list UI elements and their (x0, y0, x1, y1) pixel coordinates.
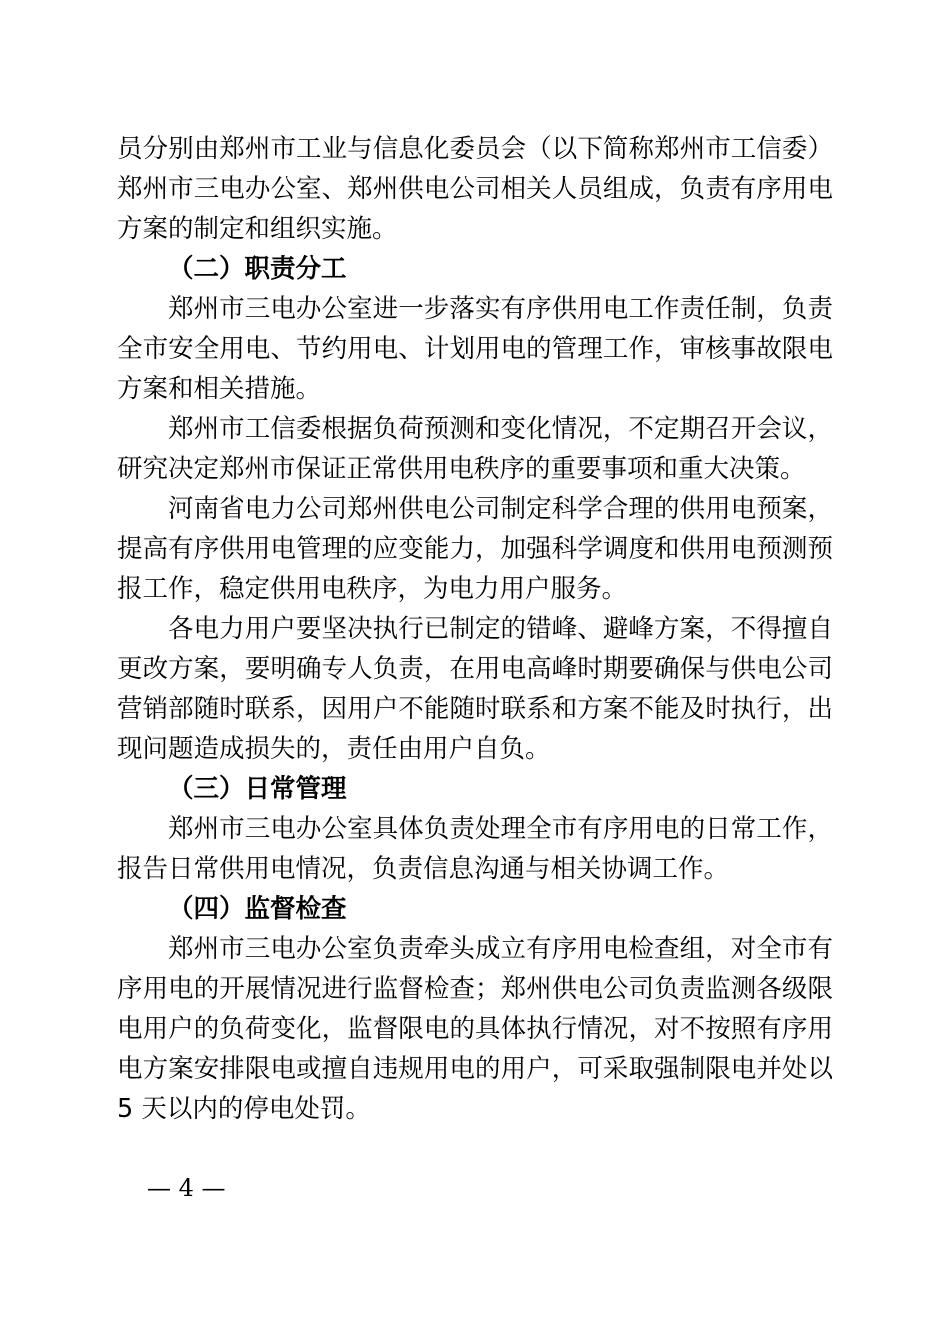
text-line: 研究决定郑州市保证正常供用电秩序的重要事项和重大决策。 (117, 454, 806, 484)
section-heading-supervision: （四）监督检查 (168, 894, 347, 924)
paragraph (117, 489, 833, 609)
text-line: 报告日常供用电情况，负责信息沟通与相关协调工作。 (117, 854, 730, 884)
text-line: 郑州市工信委根据负荷预测和变化情况，不定期召开会议， (168, 414, 833, 444)
text-line: 郑州市三电办公室进一步落实有序供用电工作责任制，负责 (168, 294, 833, 324)
text-line: 方案和相关措施。 (117, 374, 322, 404)
section-heading-daily-management: （三）日常管理 (168, 774, 347, 804)
section-heading-duties: （二）职责分工 (168, 254, 347, 284)
text-line: 员分别由郑州市工业与信息化委员会（以下简称郑州市工信委） (117, 134, 833, 164)
paragraph (117, 409, 833, 489)
text-line: 提高有序供用电管理的应变能力，加强科学调度和供用电预测预 (117, 534, 833, 564)
paragraph (117, 129, 833, 249)
text-line: 报工作，稳定供用电秩序，为电力用户服务。 (117, 574, 628, 604)
text-line: 营销部随时联系，因用户不能随时联系和方案不能及时执行，出 (117, 694, 833, 724)
text-line: 序用电的开展情况进行监督检查；郑州供电公司负责监测各级限 (117, 974, 833, 1004)
text-line: 电用户的负荷变化，监督限电的具体执行情况，对不按照有序用 (117, 1014, 833, 1044)
text-line: 郑州市三电办公室具体负责处理全市有序用电的日常工作， (168, 814, 833, 844)
text-line: 方案的制定和组织实施。 (117, 214, 398, 244)
paragraph (117, 929, 833, 1129)
text-line: 更改方案，要明确专人负责，在用电高峰时期要确保与供电公司 (117, 654, 833, 684)
paragraph (117, 809, 833, 889)
paragraph (117, 289, 833, 409)
text-line: 电方案安排限电或擅自违规用电的用户，可采取强制限电并处以 (117, 1054, 833, 1084)
text-line: 郑州市三电办公室、郑州供电公司相关人员组成，负责有序用电 (117, 174, 833, 204)
text-line: 河南省电力公司郑州供电公司制定科学合理的供用电预案， (168, 494, 833, 524)
text-line: 各电力用户要坚决执行已制定的错峰、避峰方案，不得擅自 (168, 614, 833, 644)
text-line: 5 天以内的停电处罚。 (117, 1094, 371, 1124)
page-number: — 4 — (147, 1174, 226, 1202)
paragraph (117, 609, 833, 769)
text-line: 现问题造成损失的，责任由用户自负。 (117, 734, 551, 764)
document-body (117, 129, 833, 1129)
text-line: 全市安全用电、节约用电、计划用电的管理工作，审核事故限电 (117, 334, 833, 364)
text-line: 郑州市三电办公室负责牵头成立有序用电检查组，对全市有 (168, 934, 833, 964)
